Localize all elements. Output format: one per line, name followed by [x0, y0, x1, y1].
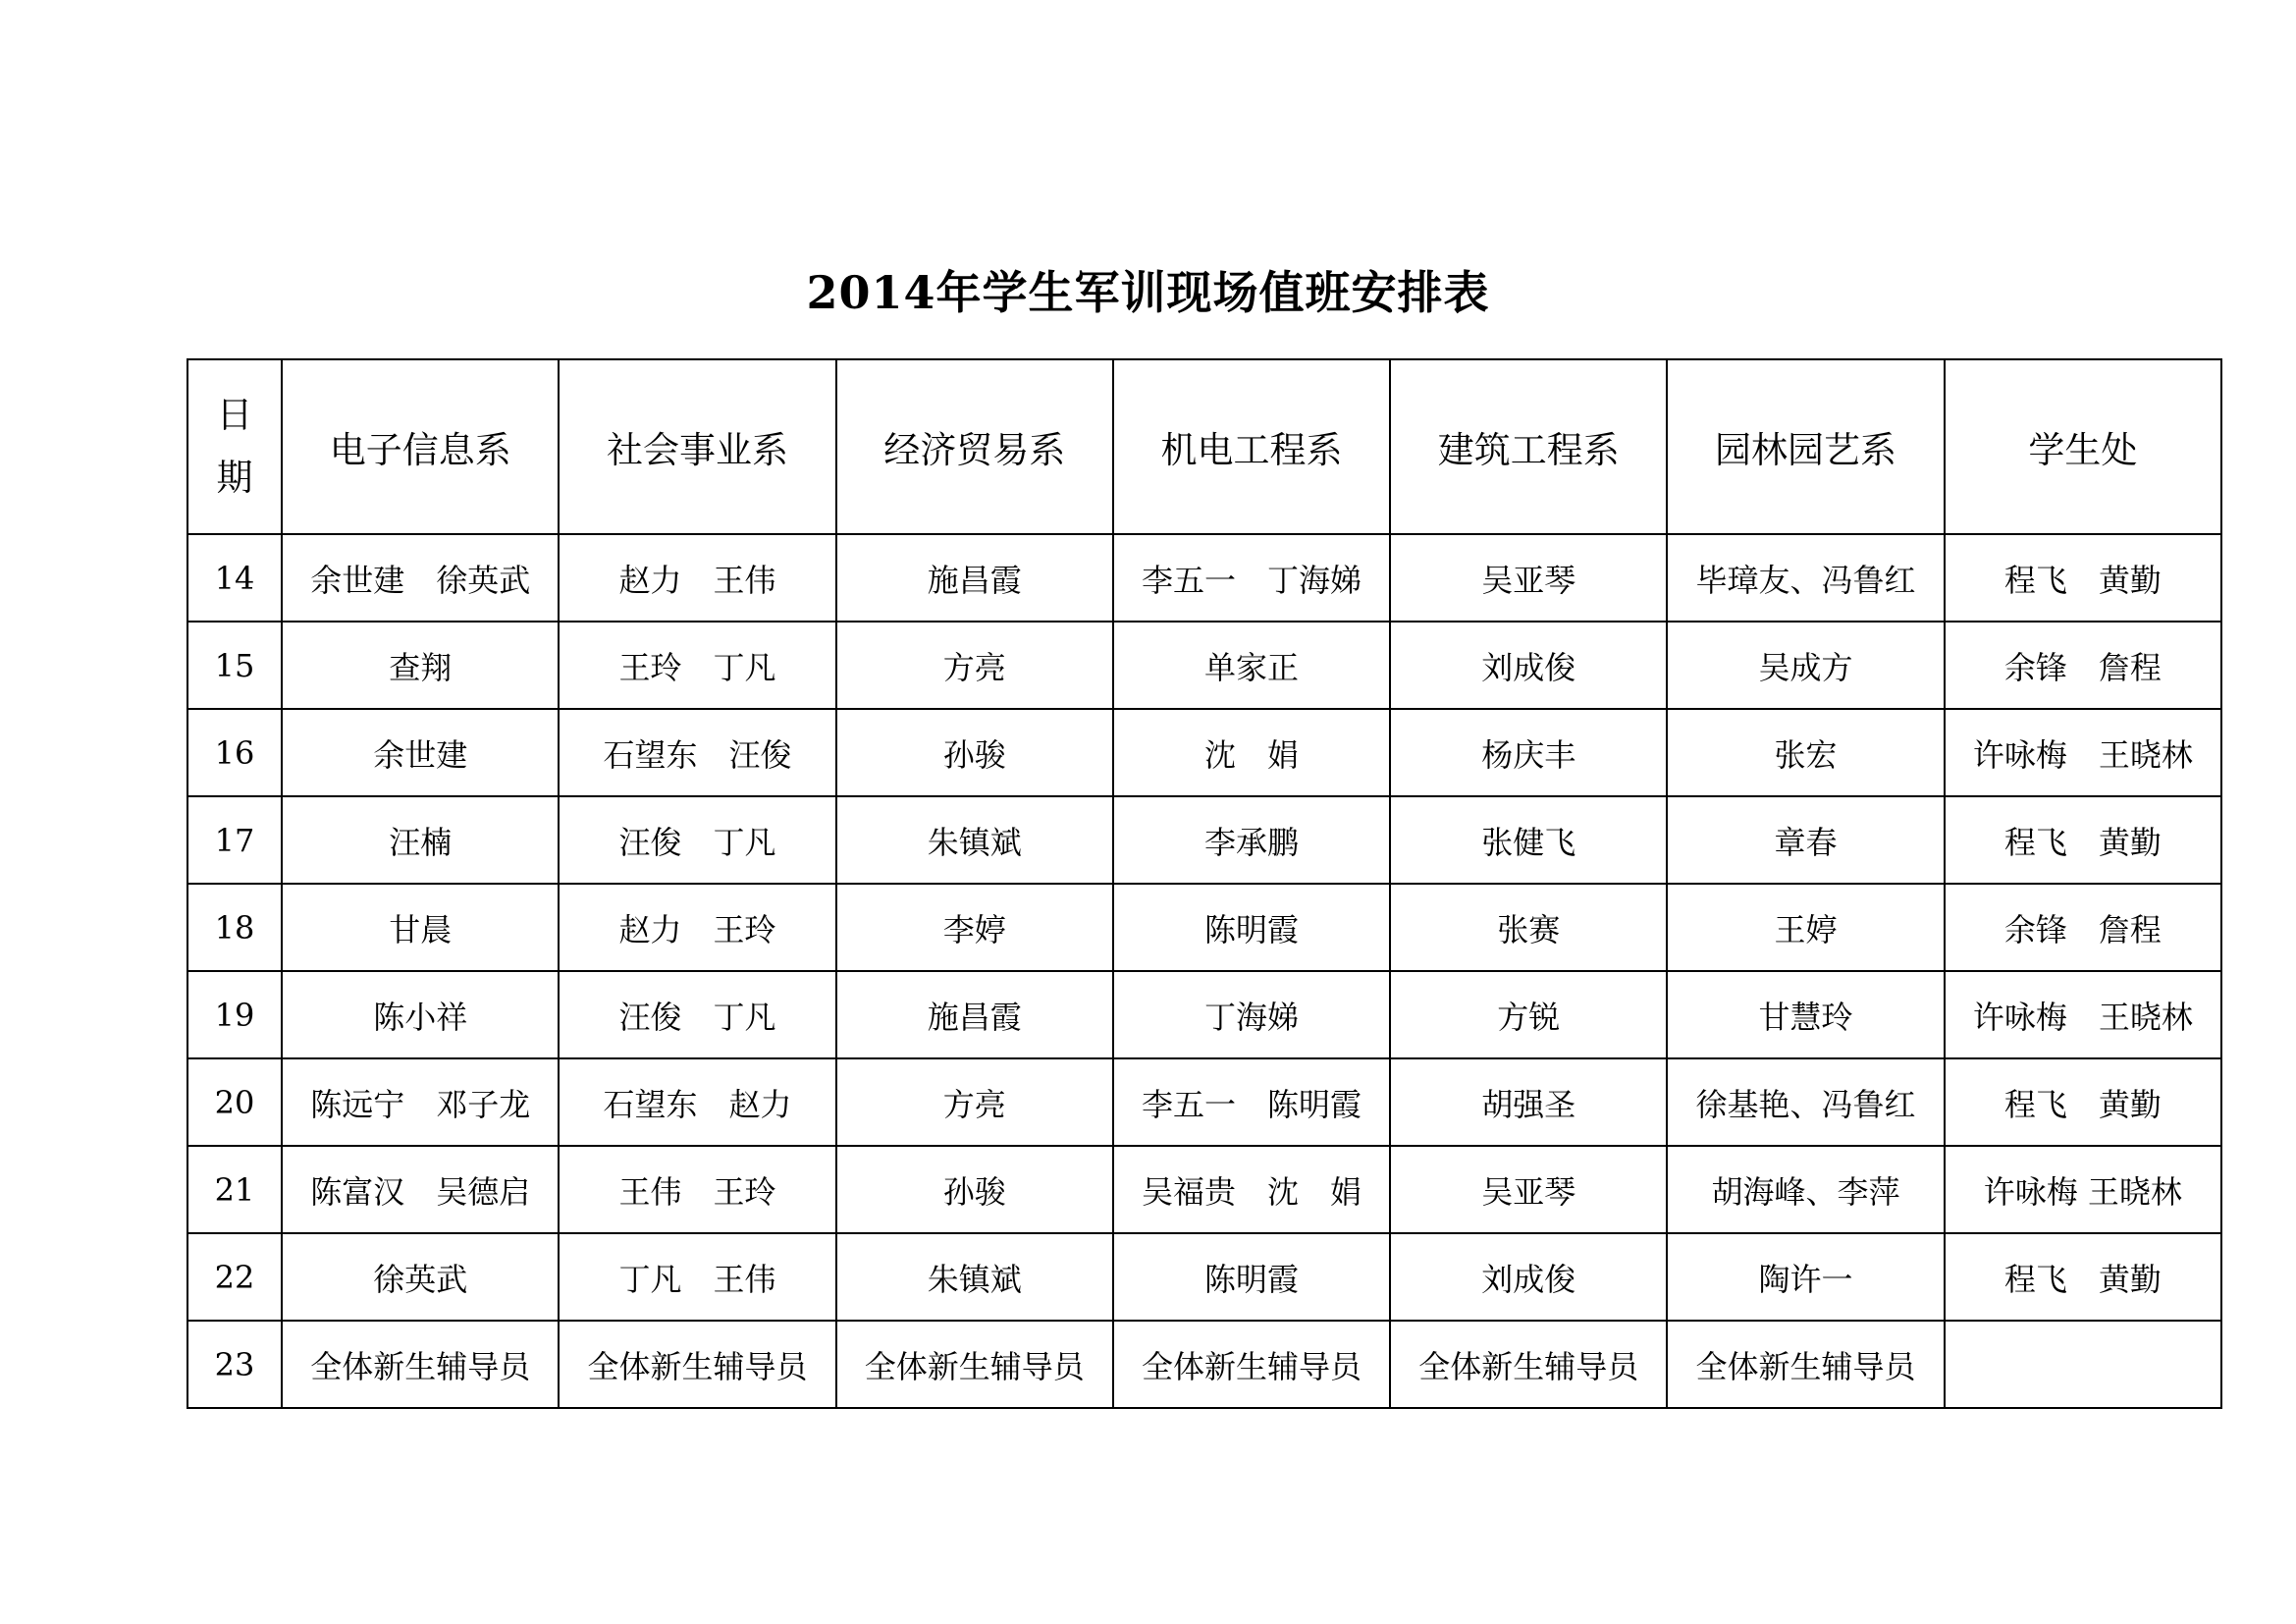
table-row	[187, 534, 2221, 622]
duty-cell: 章春	[1667, 796, 1944, 884]
table-body	[187, 534, 2221, 1408]
column-header-mechatronics: 机电工程系	[1113, 359, 1390, 534]
date-cell: 17	[187, 796, 282, 884]
duty-cell: 吴福贵 沈 娟	[1113, 1146, 1390, 1233]
duty-cell: 王伟 王玲	[559, 1146, 835, 1233]
duty-cell: 陈富汉 吴德启	[282, 1146, 559, 1233]
duty-cell: 全体新生辅导员	[1667, 1321, 1944, 1408]
duty-cell: 丁海娣	[1113, 971, 1390, 1058]
duty-cell: 孙骏	[836, 709, 1113, 796]
duty-cell: 甘慧玲	[1667, 971, 1944, 1058]
date-cell: 18	[187, 884, 282, 971]
duty-cell: 李婷	[836, 884, 1113, 971]
duty-cell: 陈明霞	[1113, 1233, 1390, 1321]
duty-cell: 程飞 黄勤	[1945, 796, 2221, 884]
duty-cell: 方锐	[1390, 971, 1667, 1058]
table-row	[187, 971, 2221, 1058]
duty-cell: 刘成俊	[1390, 622, 1667, 709]
duty-cell: 许咏梅 王晓林	[1945, 971, 2221, 1058]
duty-cell: 李五一 丁海娣	[1113, 534, 1390, 622]
duty-cell: 查翔	[282, 622, 559, 709]
table-row	[187, 1058, 2221, 1146]
column-header-electronic-info: 电子信息系	[282, 359, 559, 534]
duty-cell: 全体新生辅导员	[282, 1321, 559, 1408]
duty-cell: 汪俊 丁凡	[559, 796, 835, 884]
duty-cell: 石望东 汪俊	[559, 709, 835, 796]
duty-cell: 胡强圣	[1390, 1058, 1667, 1146]
duty-cell: 赵力 王玲	[559, 884, 835, 971]
date-cell: 15	[187, 622, 282, 709]
duty-cell: 全体新生辅导员	[559, 1321, 835, 1408]
table-row	[187, 1146, 2221, 1233]
table-row	[187, 796, 2221, 884]
duty-cell: 沈 娟	[1113, 709, 1390, 796]
column-header-student-affairs: 学生处	[1945, 359, 2221, 534]
duty-cell: 胡海峰、李萍	[1667, 1146, 1944, 1233]
date-cell: 16	[187, 709, 282, 796]
duty-cell: 吴成方	[1667, 622, 1944, 709]
date-header-char-1: 日	[216, 394, 253, 436]
duty-cell: 陈远宁 邓子龙	[282, 1058, 559, 1146]
table-row	[187, 622, 2221, 709]
duty-cell: 余锋 詹程	[1945, 884, 2221, 971]
duty-cell: 全体新生辅导员	[1113, 1321, 1390, 1408]
duty-cell: 朱镇斌	[836, 796, 1113, 884]
duty-cell: 甘晨	[282, 884, 559, 971]
column-header-architecture: 建筑工程系	[1390, 359, 1667, 534]
duty-cell: 杨庆丰	[1390, 709, 1667, 796]
date-cell: 19	[187, 971, 282, 1058]
duty-cell: 施昌霞	[836, 534, 1113, 622]
duty-cell: 施昌霞	[836, 971, 1113, 1058]
column-header-social-affairs: 社会事业系	[559, 359, 835, 534]
duty-cell: 程飞 黄勤	[1945, 1058, 2221, 1146]
table-row	[187, 1233, 2221, 1321]
duty-cell: 余锋 詹程	[1945, 622, 2221, 709]
date-cell: 21	[187, 1146, 282, 1233]
duty-cell: 陈小祥	[282, 971, 559, 1058]
date-cell: 14	[187, 534, 282, 622]
duty-cell	[1945, 1321, 2221, 1408]
table-row	[187, 1321, 2221, 1408]
duty-cell: 石望东 赵力	[559, 1058, 835, 1146]
duty-cell: 方亮	[836, 622, 1113, 709]
duty-cell: 孙骏	[836, 1146, 1113, 1233]
duty-cell: 余世建 徐英武	[282, 534, 559, 622]
duty-cell: 全体新生辅导员	[1390, 1321, 1667, 1408]
duty-cell: 陶许一	[1667, 1233, 1944, 1321]
table-row	[187, 884, 2221, 971]
duty-cell: 王玲 丁凡	[559, 622, 835, 709]
duty-schedule-table	[187, 358, 2222, 1409]
header-row	[187, 359, 2221, 534]
duty-cell: 朱镇斌	[836, 1233, 1113, 1321]
date-cell: 22	[187, 1233, 282, 1321]
column-header-economy-trade: 经济贸易系	[836, 359, 1113, 534]
date-column-header	[187, 359, 282, 534]
duty-cell: 李承鹏	[1113, 796, 1390, 884]
duty-cell: 汪楠	[282, 796, 559, 884]
duty-cell: 王婷	[1667, 884, 1944, 971]
duty-cell: 余世建	[282, 709, 559, 796]
duty-cell: 刘成俊	[1390, 1233, 1667, 1321]
duty-cell: 张健飞	[1390, 796, 1667, 884]
duty-cell: 全体新生辅导员	[836, 1321, 1113, 1408]
duty-cell: 吴亚琴	[1390, 534, 1667, 622]
date-cell: 20	[187, 1058, 282, 1146]
duty-cell: 单家正	[1113, 622, 1390, 709]
duty-cell: 汪俊 丁凡	[559, 971, 835, 1058]
duty-cell: 方亮	[836, 1058, 1113, 1146]
duty-cell: 程飞 黄勤	[1945, 1233, 2221, 1321]
duty-cell: 张宏	[1667, 709, 1944, 796]
duty-cell: 程飞 黄勤	[1945, 534, 2221, 622]
date-header-char-2: 期	[216, 457, 253, 499]
column-header-horticulture: 园林园艺系	[1667, 359, 1944, 534]
table-row	[187, 709, 2221, 796]
duty-cell: 张赛	[1390, 884, 1667, 971]
duty-cell: 赵力 王伟	[559, 534, 835, 622]
duty-cell: 许咏梅 王晓林	[1945, 709, 2221, 796]
duty-cell: 吴亚琴	[1390, 1146, 1667, 1233]
duty-cell: 许咏梅 王晓林	[1945, 1146, 2221, 1233]
duty-cell: 徐英武	[282, 1233, 559, 1321]
duty-cell: 毕璋友、冯鲁红	[1667, 534, 1944, 622]
duty-cell: 丁凡 王伟	[559, 1233, 835, 1321]
date-cell: 23	[187, 1321, 282, 1408]
document-title: 2014年学生军训现场值班安排表	[806, 266, 1490, 319]
duty-cell: 陈明霞	[1113, 884, 1390, 971]
table-header	[187, 359, 2221, 534]
duty-cell: 李五一 陈明霞	[1113, 1058, 1390, 1146]
duty-cell: 徐基艳、冯鲁红	[1667, 1058, 1944, 1146]
